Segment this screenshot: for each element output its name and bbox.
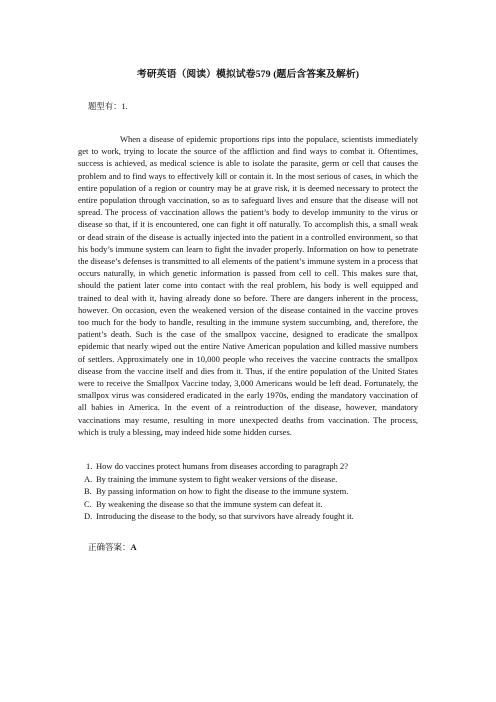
answer-value: A [130,542,137,553]
answer-line [88,541,418,553]
option-letter: B. [84,486,92,497]
option-d [78,510,418,523]
question-block [78,460,418,523]
option-c [78,498,418,511]
document-title: 考研英语（阅读）模拟试卷579 (题后含答案及解析) [136,69,360,80]
option-b [78,485,418,498]
question-stem [78,460,418,473]
option-text: By training the immune system to fight weaker versions of the disease. [96,473,338,484]
option-text: By weakening the disease so that the immune system can defeat it. [96,498,323,509]
reading-passage: When a disease of epidemic proportions rips into the populace, scientists immediately get to work, trying to locate the source of the affliction and find ways to combat it. Oftentimes, success is achieved, as medical science is able to isolate the parasite, germ or cell that causes the problem and to find ways to effectively kill or contain it. In the most serious of cases, in which the entire population of a region or country may be at grave risk, it is deemed necessary to protect the entire population through vaccination, so as to safeguard lives and ensure that the disease will not spread. The process of vaccination allows the patient’s body to develop immunity to the virus or disease so that, if it is encountered, one can fight it off naturally. To accomplish this, a small weak or dead strain of the disease is actually injected into the patient in a controlled environment, so that his body’s immune system can learn to fight the invader properly. Information on how to penetrate the disease’s defenses is transmitted to all elements of the patient’s immune system in a process that occurs naturally, in which genetic information is passed from cell to cell. This makes sure that, should the patient later come into contact with the real problem, his body is well equipped and trained to deal with it, having already done so before. There are dangers inherent in the process, however. On occasion, even the weakened version of the disease contained in the vaccine proves too much for the body to handle, resulting in the immune system succumbing, and, therefore, the patient’s death. Such is the case of the smallpox vaccine, designed to eradicate the smallpox epidemic that nearly wiped out the entire Native American population and killed massive numbers of settlers. Approximately one in 10,000 people who receives the vaccine contracts the smallpox disease from the vaccine itself and dies from it. Thus, if the entire population of the United States were to receive the Smallpox Vaccine today, 3,000 Americans would be left dead. Fortunately, the smallpox virus was considered eradicated in the early 1970s, ending the mandatory vaccination of all babies in America. In the event of a reintroduction of the disease, however, mandatory vaccinations may resume, resulting in more unexpected deaths from vaccination. The process, which is truly a blessing, may indeed hide some hidden curses. [78,134,418,437]
question-text: How do vaccines protect humans from diseases according to paragraph 2? [96,461,349,472]
question-number: 1. [86,461,93,472]
option-letter: A. [84,473,93,484]
option-letter: D. [84,511,93,522]
option-text: By passing information on how to fight the disease to the immune system. [96,486,349,497]
option-a [78,473,418,486]
question-type-label: 题型有：1. [88,102,128,111]
answer-label: 正确答案： [88,542,131,553]
option-letter: C. [84,498,92,509]
option-text: Introducing the disease to the body, so that survivors have already fought it. [96,511,354,522]
